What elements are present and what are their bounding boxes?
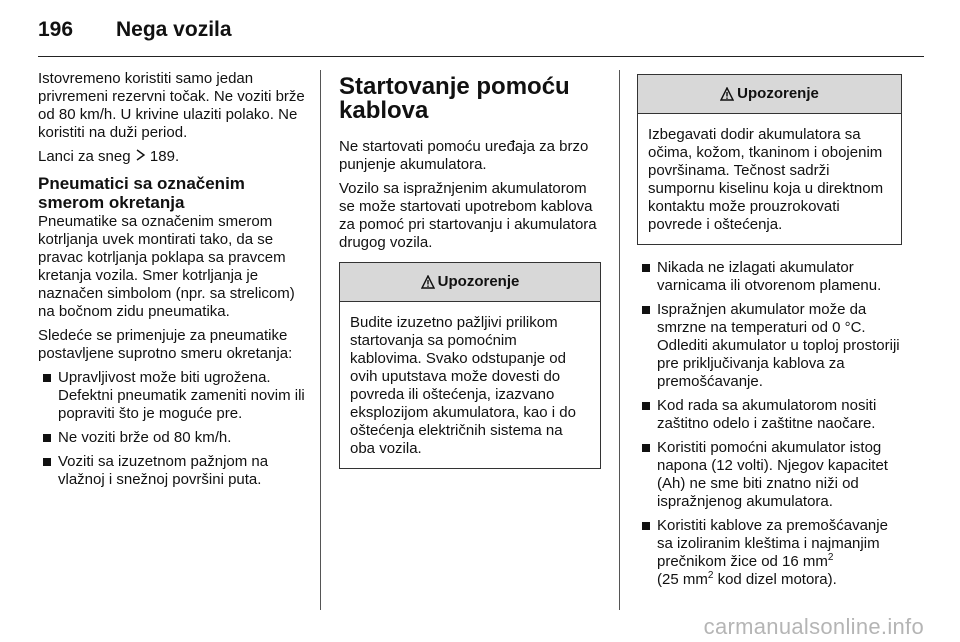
- page-number: 196: [38, 18, 74, 41]
- list-item: Ispražnjen akumulator može da smrzne na temperaturi od 0 °C. Odlediti akumulator u toploj prostoriji pre priključivanja kablova za premošćavanje.: [637, 301, 902, 391]
- section-subheading-directional-tyres: Pneumatici sa označenim smerom okretanja: [38, 174, 245, 212]
- page-header: [38, 18, 232, 42]
- warning-header: [340, 263, 600, 302]
- column-divider-right: [619, 70, 620, 610]
- warning-box-jump-start: [339, 262, 601, 469]
- paragraph-snow-chains: [38, 148, 308, 166]
- paragraph-no-quick-charger: Ne startovati pomoću uređaja za brzo punjenje akumulatora.: [339, 138, 589, 173]
- cable-spec-text: Koristiti kablove za premošćavanje sa izoliranim kleštima i najmanjim prečnikom žice od 16 mm: [657, 517, 888, 570]
- header-rule: [38, 56, 924, 57]
- page-reference-arrow-icon: [135, 149, 146, 161]
- paragraph-opposite-direction: Sledeće se primenjuje za pneumatike postavljene suprotno smeru okretanja:: [38, 327, 293, 362]
- warning-header: [638, 75, 901, 114]
- warning-title: Upozorenje: [437, 273, 520, 290]
- warning-body: Budite izuzetno pažljivi prilikom startovanja sa pomoćnim kablovima. Svako odstupanje od ovih uputstava može dovesti do povreda ili oštećenja, izazvano eksplozijom akumulatora, kao i do oštećenja električnih sistema na oba vozila.: [350, 314, 576, 457]
- list-item: Ne voziti brže od 80 km/h.: [38, 429, 308, 447]
- warning-box-acid: [637, 74, 902, 245]
- watermark: carmanualsonline.info: [703, 614, 924, 639]
- bullet-list-opposite-direction: [38, 369, 308, 489]
- cable-spec-diesel: (25 mm: [657, 571, 708, 588]
- paragraph-spare-wheel: Istovremeno koristiti samo jedan privremeni rezervni točak. Ne voziti brže od 80 km/h. U krivine ulaziti polako. Ne koristiti na duži period.: [38, 70, 305, 141]
- column-3: [637, 74, 902, 595]
- list-item: Koristiti pomoćni akumulator istog napona (12 volti). Njegov kapacitet (Ah) ne sme biti znatno niži od ispražnjenog akumulatora.: [637, 439, 902, 511]
- list-item: Voziti sa izuzetnom pažnjom na vlažnoj i snežnoj površini puta.: [38, 453, 308, 489]
- cable-spec-diesel-suffix: kod dizel motora).: [717, 571, 837, 588]
- snow-chains-label: Lanci za sneg: [38, 148, 131, 165]
- warning-triangle-icon: [720, 87, 734, 101]
- warning-triangle-icon: [421, 275, 435, 289]
- warning-title: Upozorenje: [737, 85, 819, 102]
- list-item: Upravljivost može biti ugrožena. Defektni pneumatik zameniti novim ili popraviti što je moguće pre.: [38, 369, 308, 423]
- column-1: [38, 65, 308, 495]
- page-title: Nega vozila: [116, 18, 232, 41]
- warning-body: Izbegavati dodir akumulatora sa očima, kožom, tkaninom i obojenim površinama. Tečnost sadrži sumpornu kiselinu koja u direktnom kontaktu može prouzrokovati povrede i oštećenja.: [648, 126, 884, 233]
- list-item: [637, 517, 902, 589]
- list-item: Nikada ne izlagati akumulator varnicama ili otvorenom plamenu.: [637, 259, 902, 295]
- column-divider-left: [320, 70, 321, 610]
- paragraph-jump-start-method: Vozilo sa ispražnjenim akumulatorom se može startovati upotrebom kablova za pomoć pri startovanju i akumulatora drugog vozila.: [339, 180, 597, 251]
- superscript: 2: [707, 570, 714, 581]
- superscript: 2: [827, 552, 834, 563]
- paragraph-directional-tyres: Pneumatike sa označenim smerom kotrljanja uvek montirati tako, da se pravac kotrljanja poklapa sa pravcem kretanja vozila. Smer kotrljanja je naznačen simbolom (npr. sa strelicom) na bočnom zidu pneumatika.: [38, 213, 295, 320]
- bullet-list-battery-safety: [637, 259, 902, 589]
- list-item: Kod rada sa akumulatorom nositi zaštitno odelo i zaštitne naočare.: [637, 397, 902, 433]
- column-2: [339, 65, 601, 469]
- section-heading-jump-starting: Startovanje pomoću kablova: [339, 73, 570, 124]
- snow-chains-page-ref[interactable]: 189.: [149, 148, 180, 165]
